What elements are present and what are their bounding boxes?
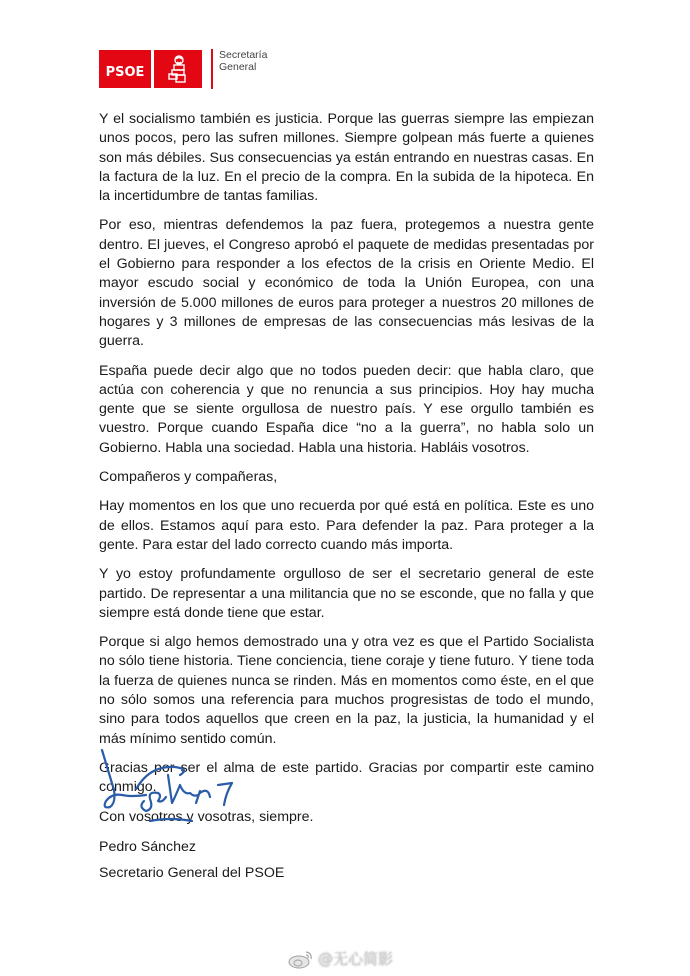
watermark-text: @无心简影 xyxy=(318,950,394,968)
psoe-logo-text: PSOE xyxy=(105,64,145,80)
paragraph: Porque si algo hemos demostrado una y otra vez es que el Partido Socialista no sólo tiene historia. Tiene conciencia, tiene coraje y tiene futuro. Y tiene toda la fuerza de quienes nunca se rinden. Más en momentos como éste, en el que no sólo somos una referencia para muchos progresistas de todo el mundo, sino para todos aquellos que creen en la paz, la justicia, la humanidad y el más mínimo sentido común. xyxy=(99,634,594,747)
rose-fist-logo-icon xyxy=(154,50,202,88)
salutation: Compañeros y compañeras, xyxy=(99,469,278,486)
paragraph: Gracias por ser el alma de este partido. Gracias por compartir este camino conmigo. xyxy=(99,759,594,796)
letterhead xyxy=(99,49,267,89)
header-divider xyxy=(211,49,213,89)
paragraph: España puede decir algo que no todos pueden decir: que habla claro, que actúa con coherencia y que no renuncia a sus principios. Hoy hay mucha gente que se siente orgullosa de nuestro país. Y ese orgullo también es vuestro. Porque cuando España dice “no a la guerra”, no habla solo un Gobierno. Habla una sociedad. Habla una historia. Habláis vosotros. xyxy=(99,362,594,456)
department-line-1: Secretaría xyxy=(219,49,268,61)
paragraph: Por eso, mientras defendemos la paz fuera, protegemos a nuestra gente dentro. El jueves, el Congreso aprobó el paquete de medidas presentadas por el Gobierno para responder a los efectos de la crisis en Oriente Medio. El mayor escudo social y económico de toda la Unión Europea, con una inversión de 5.000 millones de euros para proteger a nuestros 20 millones de hogares y 3 millones de empresas de las consecuencias más lesivas de la guerra. xyxy=(99,217,594,350)
signer-block xyxy=(99,838,284,890)
psoe-logo xyxy=(99,50,151,88)
letter-body xyxy=(99,110,594,837)
rose-fist-icon xyxy=(166,54,190,84)
signer-name: Pedro Sánchez xyxy=(99,839,197,855)
paragraph: Y yo estoy profundamente orgulloso de ser el secretario general de este partido. De representar a una militancia que no se esconde, que no falla y que siempre está donde tiene que estar. xyxy=(99,566,594,621)
paragraph: Hay momentos en los que uno recuerda por qué está en política. Este es uno de ellos. Estamos aquí para esto. Para defender la paz. Para proteger a la gente. Para estar del lado correcto cuando más importa. xyxy=(99,498,594,553)
signer-title: Secretario General del PSOE xyxy=(99,865,285,881)
closing: Con vosotros y vosotras, siempre. xyxy=(99,808,314,825)
watermark xyxy=(288,948,393,969)
weibo-logo-icon xyxy=(288,949,314,969)
department-line-2: General xyxy=(219,60,257,73)
department-label xyxy=(219,50,267,73)
paragraph: Y el socialismo también es justicia. Porque las guerras siempre las empiezan unos pocos, pero las sufren millones. Siempre golpean más fuerte a quienes son más débiles. Sus consecuencias ya están entrando en nuestras casas. En la factura de la luz. En el precio de la compra. En la subida de la hipoteca. En la incertidumbre de tantas familias. xyxy=(99,111,594,205)
signature-icon xyxy=(100,745,300,830)
